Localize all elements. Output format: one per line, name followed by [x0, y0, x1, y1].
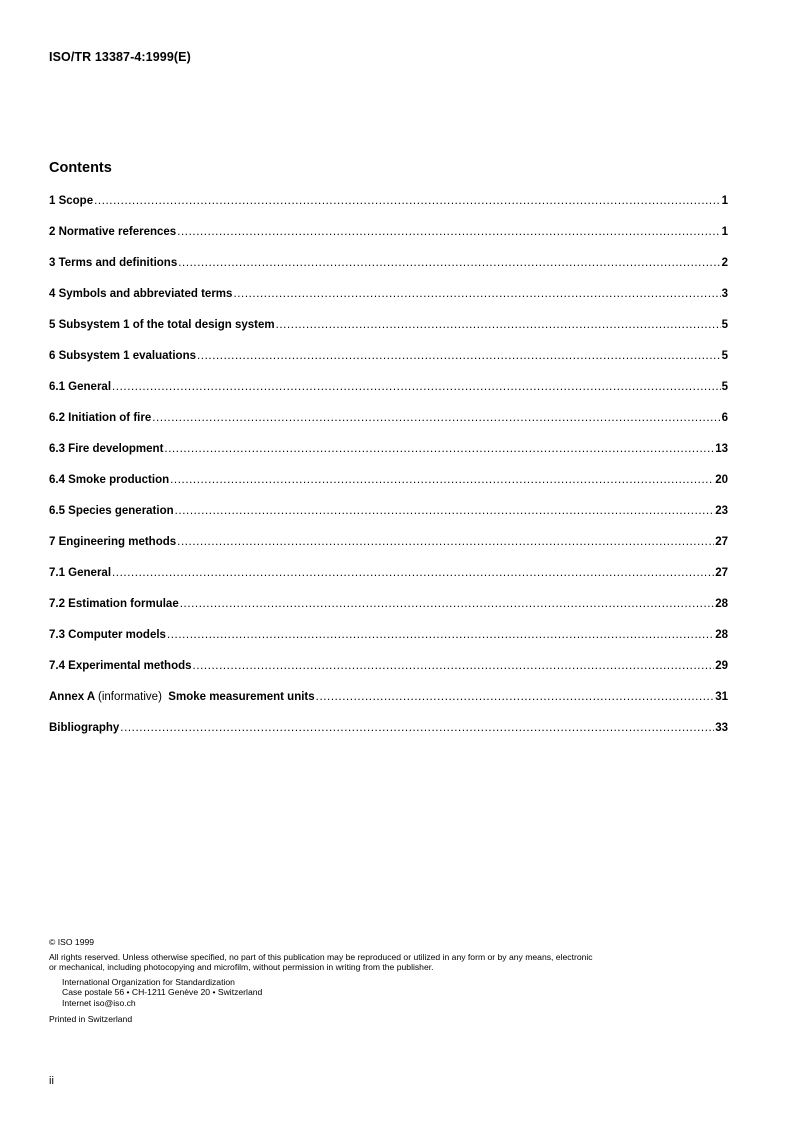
- toc-entry-computer-models[interactable]: [49, 629, 728, 660]
- dot-leader: [170, 474, 714, 486]
- org-address: Case postale 56 • CH-1211 Genève 20 • Switzerland: [62, 987, 263, 998]
- toc-entry-label: 6.5 Species generation: [49, 505, 174, 517]
- toc-entry-page: 5: [721, 381, 728, 393]
- toc-entry-6-1-general[interactable]: [49, 381, 728, 412]
- dot-leader: [175, 505, 715, 517]
- toc-entry-label: Bibliography: [49, 722, 120, 734]
- toc-entry-terms-definitions[interactable]: [49, 257, 728, 288]
- toc-entry-label: 6.2 Initiation of fire: [49, 412, 152, 424]
- toc-entry-label: 4 Symbols and abbreviated terms: [49, 288, 233, 300]
- dot-leader: [276, 319, 721, 331]
- toc-entry-species-generation[interactable]: [49, 505, 728, 536]
- toc-entry-7-1-general[interactable]: [49, 567, 728, 598]
- org-name: International Organization for Standardization: [62, 976, 235, 987]
- toc-entry-bibliography[interactable]: [49, 722, 728, 753]
- toc-entry-label: 7 Engineering methods: [49, 536, 177, 548]
- dot-leader: [177, 226, 720, 238]
- annex-prefix: Annex A: [49, 691, 95, 703]
- annex-note: (informative): [98, 691, 162, 703]
- dot-leader: [152, 412, 720, 424]
- dot-leader: [193, 660, 715, 672]
- toc-entry-page: 33: [715, 722, 728, 734]
- toc-entry-page: 5: [721, 350, 728, 362]
- toc-entry-label: 6.4 Smoke production: [49, 474, 170, 486]
- toc-entry-page: 6: [721, 412, 728, 424]
- dot-leader: [94, 195, 720, 207]
- toc-entry-subsystem-evaluations[interactable]: [49, 350, 728, 381]
- dot-leader: [197, 350, 721, 362]
- toc-entry-label: 7.3 Computer models: [49, 629, 166, 641]
- toc-entry-smoke-production[interactable]: [49, 474, 728, 505]
- toc-entry-label: 2 Normative references: [49, 226, 177, 238]
- dot-leader: [178, 257, 720, 269]
- toc-entry-scope[interactable]: [49, 195, 728, 226]
- dot-leader: [180, 598, 714, 610]
- page-number: ii: [49, 1075, 54, 1087]
- dot-leader: [112, 567, 714, 579]
- dot-leader: [233, 288, 720, 300]
- org-internet: Internet iso@iso.ch: [62, 997, 136, 1008]
- toc-entry-subsystem-1[interactable]: [49, 319, 728, 350]
- toc-entry-fire-development[interactable]: [49, 443, 728, 474]
- toc-entry-page: 31: [715, 691, 728, 703]
- toc-entry-page: 20: [715, 474, 728, 486]
- toc-entry-page: 28: [715, 629, 728, 641]
- toc-entry-page: 28: [715, 598, 728, 610]
- toc-entry-label: 1 Scope: [49, 195, 94, 207]
- toc-entry-label: 7.2 Estimation formulae: [49, 598, 179, 610]
- copyright-footer: [49, 937, 739, 1024]
- toc-entry-annex-a[interactable]: [49, 691, 728, 722]
- rights-text-line-1: All rights reserved. Unless otherwise specified, no part of this publication may be reproduced or utilized in any form or by any means, electronic: [49, 951, 593, 962]
- toc-entry-normative-references[interactable]: [49, 226, 728, 257]
- dot-leader: [167, 629, 714, 641]
- dot-leader: [316, 691, 715, 703]
- toc-entry-estimation-formulae[interactable]: [49, 598, 728, 629]
- toc-entry-page: 27: [715, 536, 728, 548]
- toc-entry-page: 5: [721, 319, 728, 331]
- toc-entry-page: 23: [715, 505, 728, 517]
- toc-entry-initiation-of-fire[interactable]: [49, 412, 728, 443]
- toc-entry-label: 7.1 General: [49, 567, 112, 579]
- toc-entry-page: 27: [715, 567, 728, 579]
- toc-entry-page: 13: [715, 443, 728, 455]
- toc-entry-page: 2: [721, 257, 728, 269]
- toc-entry-page: 1: [721, 195, 728, 207]
- toc-entry-engineering-methods[interactable]: [49, 536, 728, 567]
- contents-heading: Contents: [49, 160, 112, 176]
- document-id-header: ISO/TR 13387-4:1999(E): [49, 50, 191, 64]
- toc-entry-label: 7.4 Experimental methods: [49, 660, 192, 672]
- toc-entry-label: 5 Subsystem 1 of the total design system: [49, 319, 275, 331]
- toc-entry-label: 6.3 Fire development: [49, 443, 164, 455]
- toc-entry-page: 29: [715, 660, 728, 672]
- dot-leader: [164, 443, 714, 455]
- toc-entry-page: 1: [721, 226, 728, 238]
- toc-entry-label: [49, 691, 315, 703]
- toc-entry-label: 6.1 General: [49, 381, 112, 393]
- annex-title: Smoke measurement units: [168, 691, 315, 703]
- table-of-contents: [49, 195, 728, 753]
- printed-in: Printed in Switzerland: [49, 1013, 133, 1024]
- dot-leader: [112, 381, 721, 393]
- copyright-notice: © ISO 1999: [49, 937, 95, 947]
- toc-entry-symbols[interactable]: [49, 288, 728, 319]
- toc-entry-page: 3: [721, 288, 728, 300]
- toc-entry-experimental-methods[interactable]: [49, 660, 728, 691]
- rights-text-line-2: or mechanical, including photocopying and microfilm, without permission in writing from the publisher.: [49, 962, 434, 973]
- dot-leader: [177, 536, 714, 548]
- toc-entry-label: 3 Terms and definitions: [49, 257, 178, 269]
- dot-leader: [120, 722, 714, 734]
- toc-entry-label: 6 Subsystem 1 evaluations: [49, 350, 197, 362]
